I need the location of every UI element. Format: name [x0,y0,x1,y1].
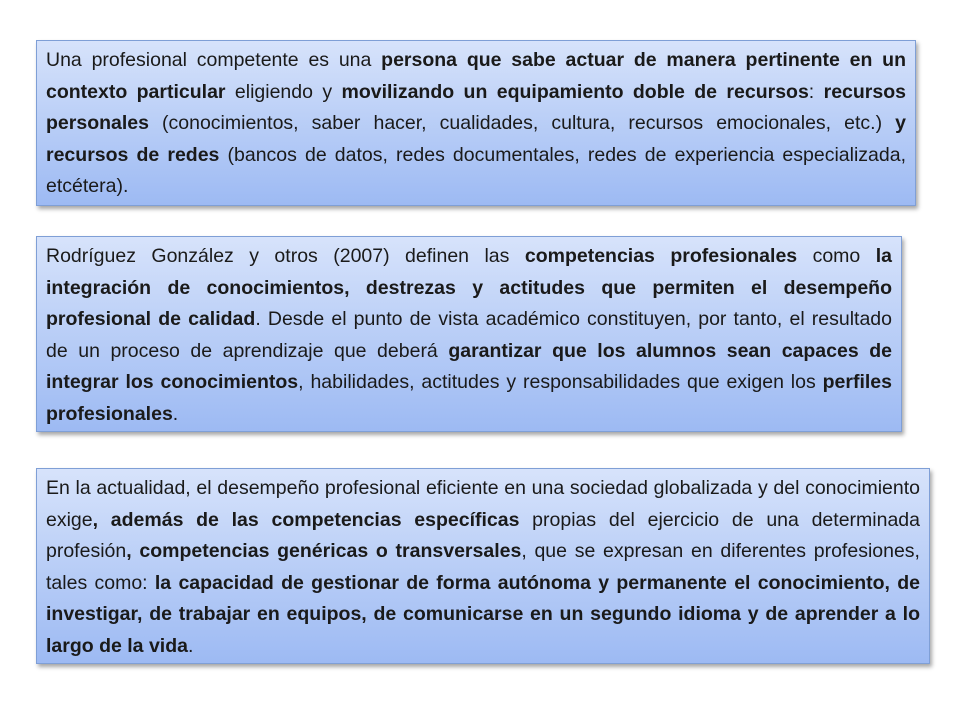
emphasized-text: garantizar que los alumnos sean capaces de integrar los conocimientos [46,339,892,393]
emphasized-text: , competencias genéricas o transversales [126,540,522,562]
emphasized-text: la integración de conocimientos, destrezas y actitudes que permiten el desempeño profesional de calidad [46,245,892,330]
emphasized-text: la capacidad de gestionar de forma autónoma y permanente el conocimiento, de investigar, de trabajar en equipos, de comunicarse en un segundo idioma y de aprender a lo largo de la vida [46,571,920,657]
body-text: propias del ejercicio de una determinada profesión [46,508,920,562]
emphasized-text: competencias profesionales [524,245,798,267]
body-text: , que se expresan en diferentes profesiones, tales como: [46,540,920,594]
emphasized-text: persona que sabe actuar de manera pertinente en un contexto particular [46,49,906,103]
emphasized-text: recursos personales [46,80,906,134]
body-text: Rodríguez González y otros (2007) definen las [46,245,525,267]
text-box-professional-competencies [36,236,902,432]
body-text: como [797,245,876,267]
body-text: Una profesional competente es una [46,49,382,71]
body-text: , habilidades, actitudes y responsabilidades que exigen los [298,371,823,393]
text-box-competent-professional [36,40,916,206]
emphasized-text: movilizando un equipamiento doble de recursos [341,80,809,103]
emphasized-text: y recursos de redes [46,112,906,166]
body-text: . Desde el punto de vista académico constituyen, por tanto, el resultado de un proceso de aprendizaje que deberá [46,308,892,362]
body-text: eligiendo y [225,80,342,103]
body-text: . [172,402,179,425]
body-text: En la actualidad, el desempeño profesional eficiente en una sociedad globalizada y del conocimiento exige [46,477,920,531]
body-text: . [187,634,194,657]
emphasized-text: , además de las competencias específicas [92,508,520,531]
body-text: (conocimientos, saber hacer, cualidades, cultura, recursos emocionales, etc.) [148,112,896,134]
body-text: : [808,80,824,103]
emphasized-text: perfiles profesionales [46,371,892,425]
body-text: (bancos de datos, redes documentales, redes de experiencia especializada, etcétera). [46,143,906,197]
text-box-generic-competencies [36,468,930,664]
